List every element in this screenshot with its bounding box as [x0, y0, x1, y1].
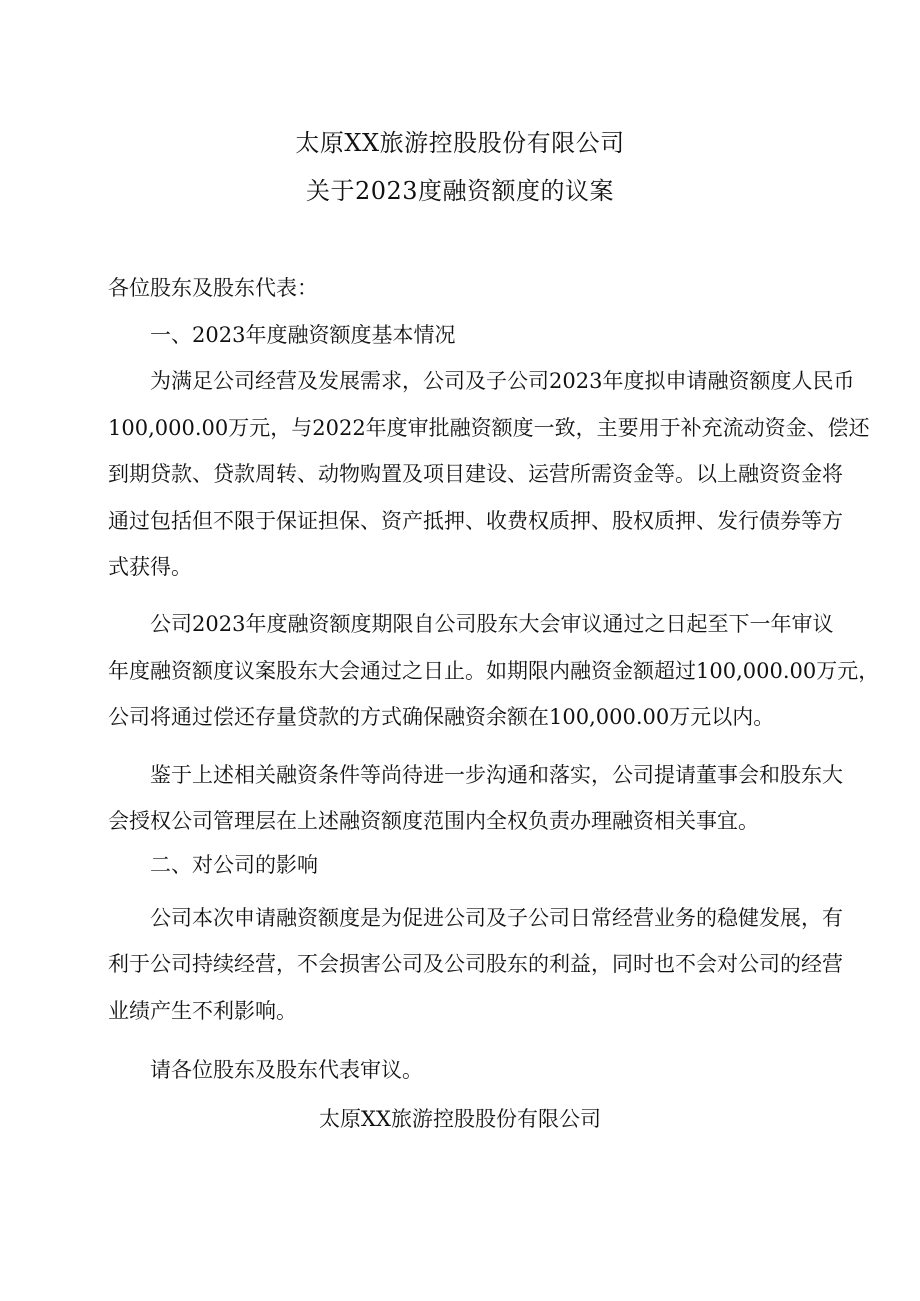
paragraph-1-line-2: 100,000.00万元，与2022年度审批融资额度一致，主要用于补充流动资金、偿还 — [108, 416, 870, 440]
section-heading-2: 二、对公司的影响 — [150, 853, 318, 877]
paragraph-4-line-1: 公司本次申请融资额度是为促进公司及子公司日常经营业务的稳健发展，有 — [150, 906, 843, 930]
paragraph-3-line-2: 会授权公司管理层在上述融资额度范围内全权负责办理融资相关事宜。 — [108, 809, 759, 833]
paragraph-2-line-1: 公司2023年度融资额度期限自公司股东大会审议通过之日起至下一年审议 — [150, 612, 834, 636]
closing-line: 请各位股东及股东代表审议。 — [150, 1058, 423, 1082]
salutation: 各位股东及股东代表： — [108, 276, 318, 300]
paragraph-1-line-5: 式获得。 — [108, 555, 192, 579]
paragraph-3-line-1: 鉴于上述相关融资条件等尚待进一步沟通和落实，公司提请董事会和股东大 — [150, 763, 843, 787]
document-title: 太原XX旅游控股股份有限公司 — [295, 129, 625, 157]
paragraph-4-line-2: 利于公司持续经营，不会损害公司及公司股东的利益，同时也不会对公司的经营 — [108, 952, 843, 976]
paragraph-4-line-3: 业绩产生不利影响。 — [108, 999, 297, 1023]
paragraph-2-line-3: 公司将通过偿还存量贷款的方式确保融资余额在100,000.00万元以内。 — [108, 705, 775, 729]
section-heading-1: 一、2023年度融资额度基本情况 — [150, 323, 456, 347]
paragraph-1-line-1: 为满足公司经营及发展需求，公司及子公司2023年度拟申请融资额度人民币 — [150, 369, 855, 393]
paragraph-1-line-4: 通过包括但不限于保证担保、资产抵押、收费权质押、股权质押、发行债券等方 — [108, 509, 843, 533]
paragraph-1-line-3: 到期贷款、贷款周转、动物购置及项目建设、运营所需资金等。以上融资资金将 — [108, 462, 843, 486]
signature: 太原XX旅游控股股份有限公司 — [319, 1107, 601, 1131]
document-subtitle: 关于2023度融资额度的议案 — [305, 177, 615, 205]
paragraph-2-line-2: 年度融资额度议案股东大会通过之日止。如期限内融资金额超过100,000.00万元， — [108, 659, 880, 683]
